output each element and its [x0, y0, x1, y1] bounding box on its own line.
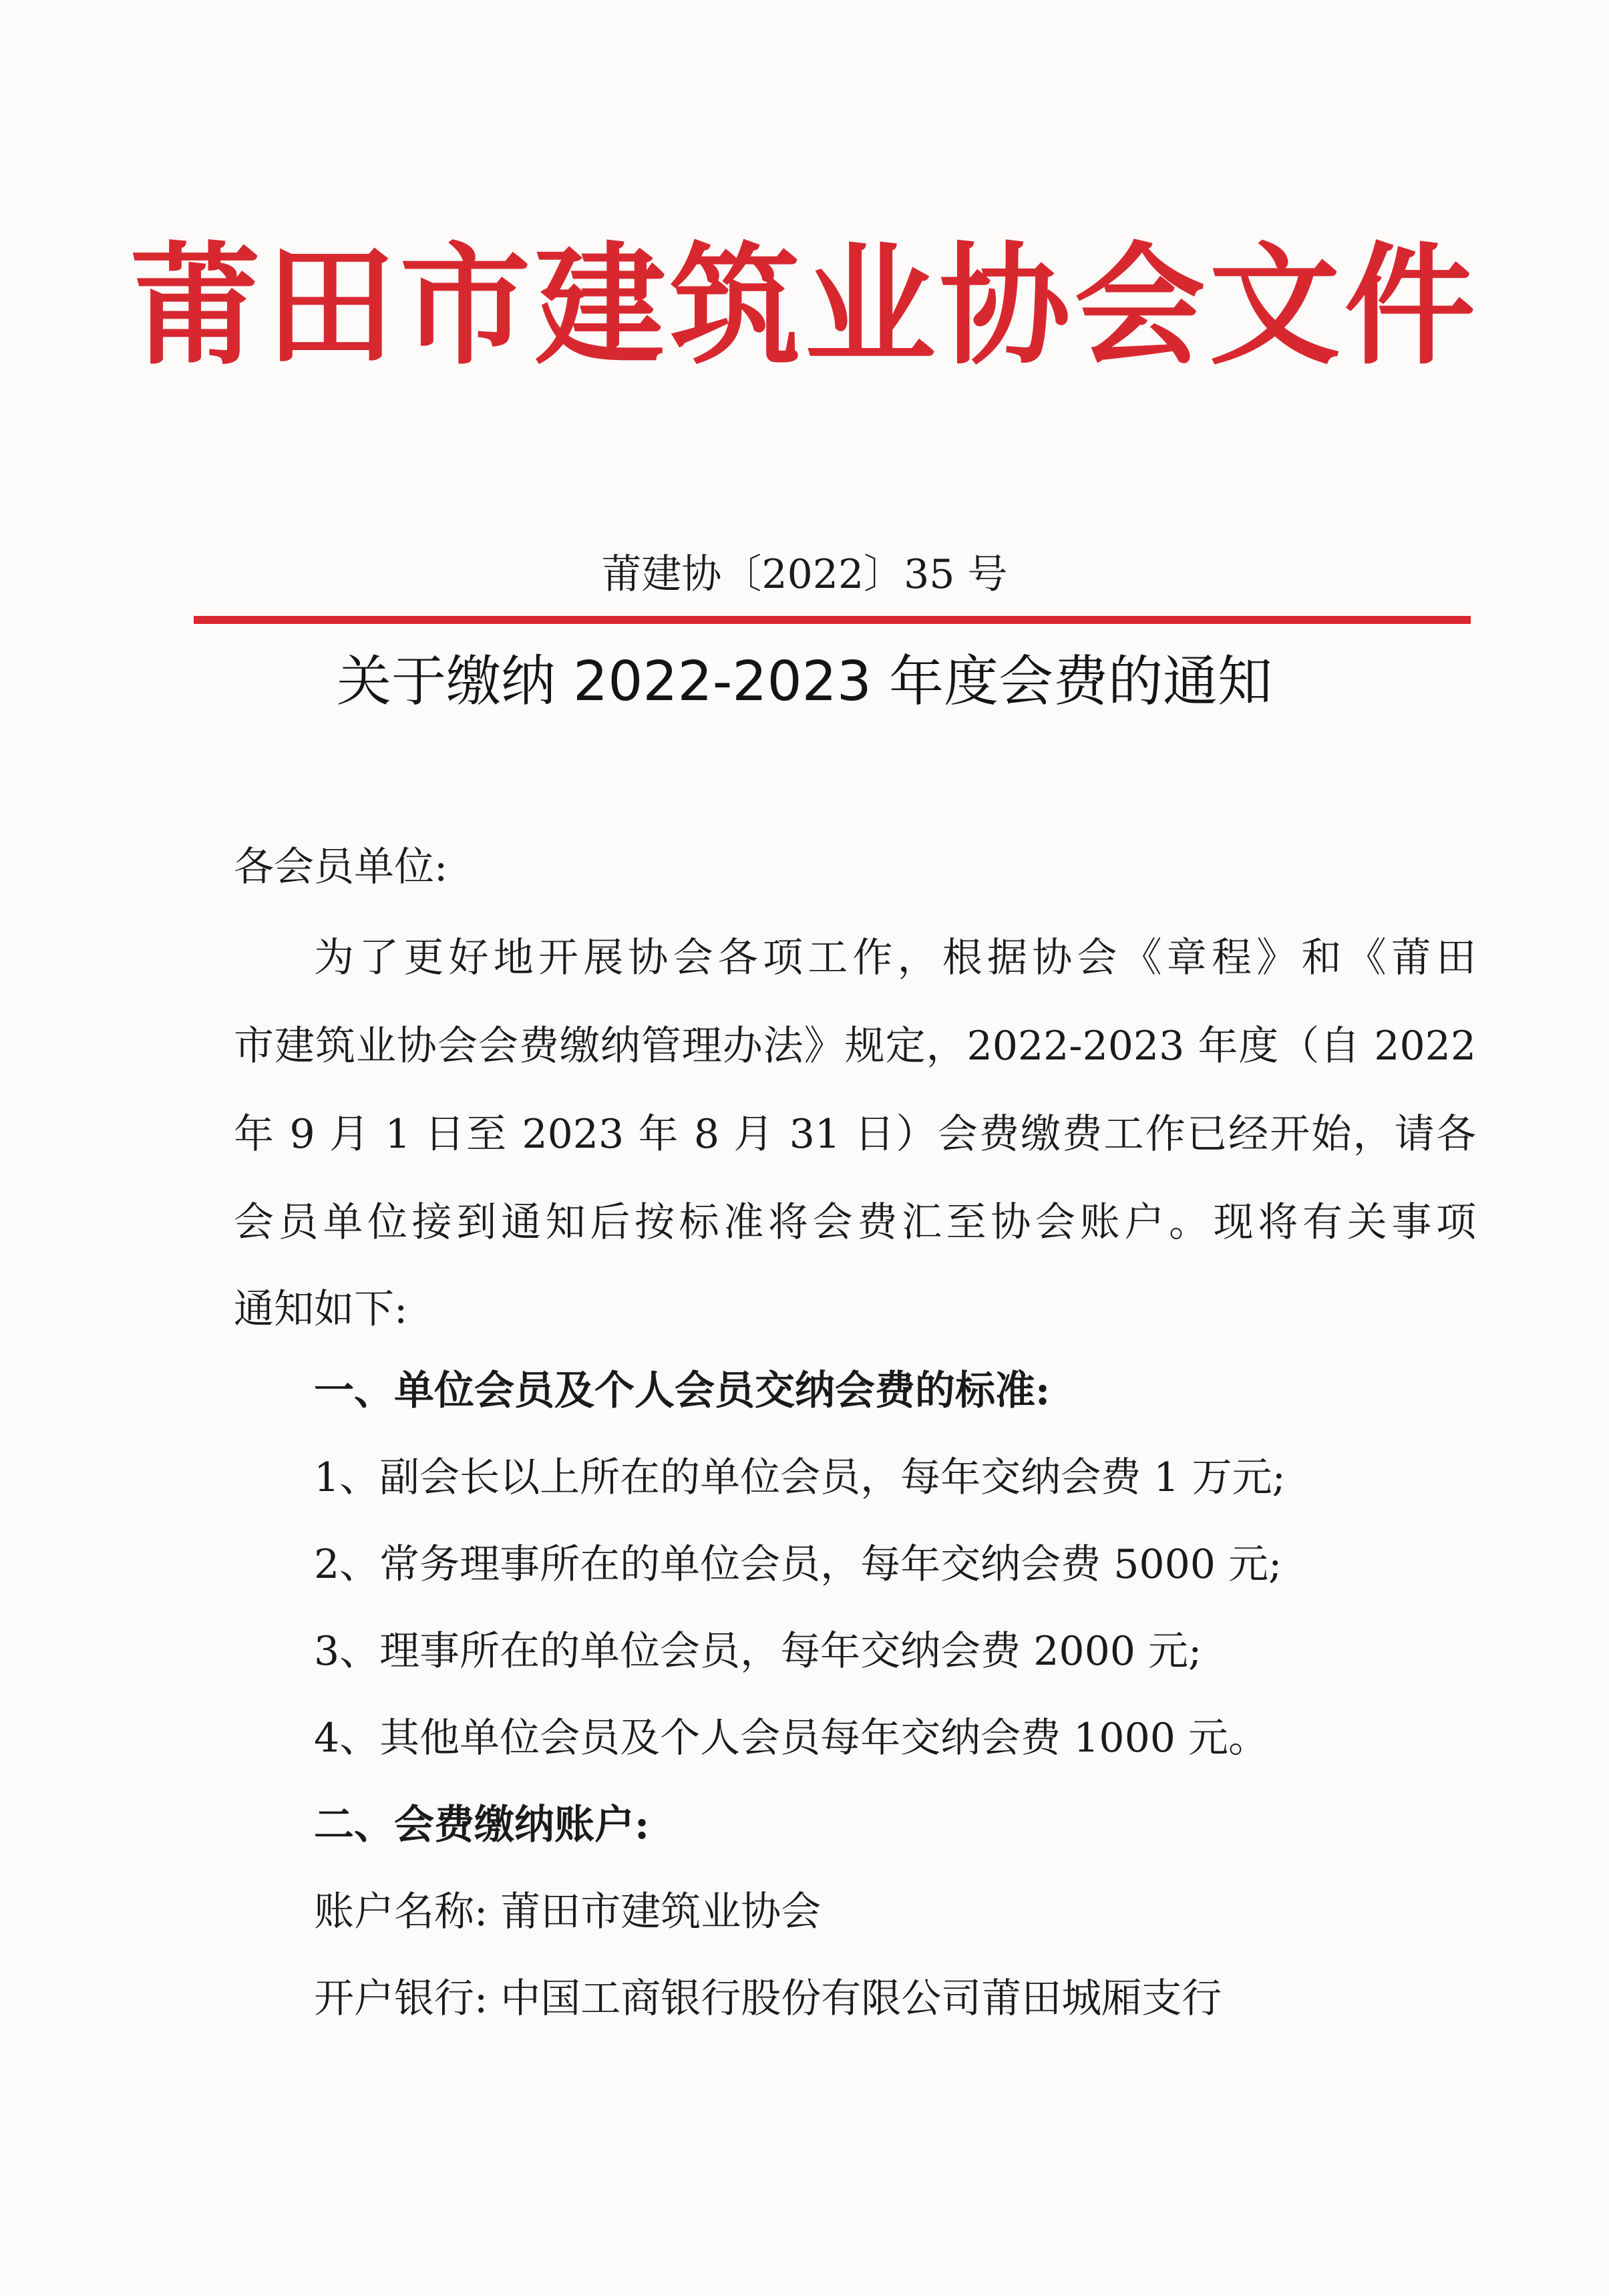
intro-line-3: 年 9 月 1 日至 2023 年 8 月 31 日）会费缴费工作已经开始，请各 [234, 1111, 1476, 1158]
intro-line-5: 通知如下: [234, 1286, 408, 1333]
intro-line-2: 市建筑业协会会费缴纳管理办法》规定，2022-2023 年度（自 2022 [234, 1023, 1476, 1070]
standard-item-4: 4、其他单位会员及个人会员每年交纳会费 1000 元。 [314, 1715, 1269, 1762]
standard-item-1: 1、副会长以上所在的单位会员，每年交纳会费 1 万元; [314, 1454, 1286, 1501]
intro-line-1: 为了更好地开展协会各项工作，根据协会《章程》和《莆田 [314, 935, 1476, 981]
document-number: 莆建协〔2022〕35 号 [601, 551, 1008, 598]
account-name-line: 账户名称: 莆田市建筑业协会 [314, 1889, 822, 1935]
section1-heading: 一、单位会员及个人会员交纳会费的标准: [314, 1367, 1051, 1414]
document-header-title: 莆田市建筑业协会文件 [130, 229, 1479, 383]
notice-title: 关于缴纳 2022-2023 年度会费的通知 [336, 650, 1273, 713]
standard-item-3: 3、理事所在的单位会员，每年交纳会费 2000 元; [314, 1628, 1202, 1675]
standard-item-2: 2、常务理事所在的单位会员，每年交纳会费 5000 元; [314, 1541, 1282, 1588]
bank-line: 开户银行: 中国工商银行股份有限公司莆田城厢支行 [314, 1975, 1222, 2022]
intro-line-4: 会员单位接到通知后按标准将会费汇至协会账户。现将有关事项 [234, 1199, 1476, 1246]
salutation: 各会员单位: [234, 844, 448, 890]
red-divider-line [194, 616, 1471, 624]
section2-heading: 二、会费缴纳账户: [314, 1802, 650, 1848]
